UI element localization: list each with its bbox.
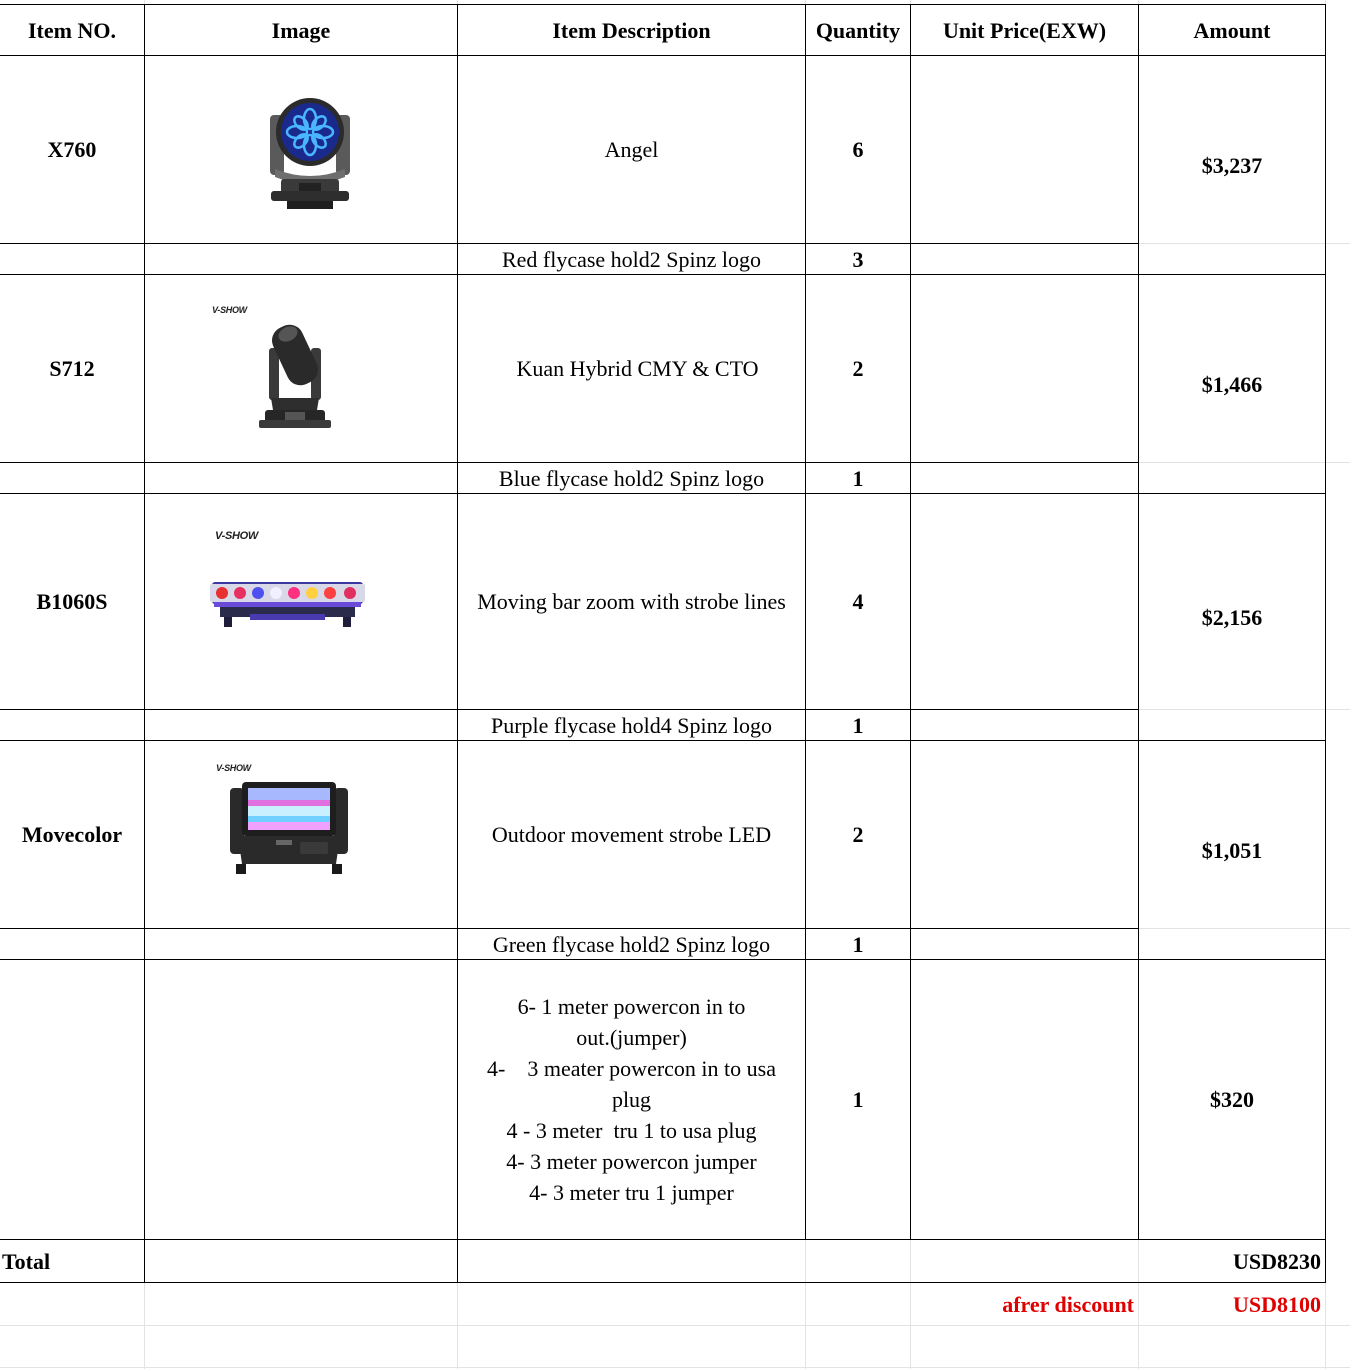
discount-label: afrer discount [1002,1291,1134,1317]
description-cell: Kuan Hybrid CMY & CTO [516,356,759,381]
grid-line [0,1325,1350,1326]
item-no-cell: S712 [49,356,95,381]
cable-line: 4- 3 meter powercon jumper [506,1149,757,1174]
item-no-cell: X760 [47,137,97,162]
brand-logo: V-SHOW [212,305,247,315]
quantity-cell: 4 [852,589,864,614]
description-cell: Moving bar zoom with strobe lines [477,589,786,614]
item-no-cell: Movecolor [21,822,123,847]
cable-line: 4 - 3 meter tru 1 to usa plug [506,1118,757,1143]
case-quantity-cell: 3 [852,246,864,272]
cables-amount-cell: $320 [1210,1087,1254,1112]
item-no-cell: B1060S [36,589,108,614]
header-item-no: Item NO. [28,17,116,43]
brand-logo: V-SHOW [216,763,251,773]
moving-head-wash-icon [265,95,355,213]
case-description-cell: Green flycase hold2 Spinz logo [492,931,771,957]
quantity-cell: 2 [852,356,864,381]
case-quantity-cell: 1 [852,712,864,738]
cable-line: 4- 3 meater powercon in to usa [487,1056,776,1081]
amount-cell: $1,051 [1201,837,1263,863]
cable-line: plug [611,1087,652,1112]
header-amount: Amount [1193,17,1271,43]
case-description-cell: Purple flycase hold4 Spinz logo [490,712,773,738]
moving-head-spot-icon [255,318,335,436]
quantity-cell: 2 [852,822,864,847]
cable-line: 4- 3 meter tru 1 jumper [529,1180,734,1205]
header-description: Item Description [552,17,711,43]
border [910,4,911,1240]
brand-logo: V-SHOW [215,530,259,542]
header-unit-price: Unit Price(EXW) [942,17,1107,43]
case-quantity-cell: 1 [852,465,864,491]
header-image: Image [271,17,331,43]
discount-value: USD8100 [1232,1291,1321,1317]
quantity-cell: 6 [852,137,864,162]
amount-cell: $3,237 [1201,152,1263,178]
border [1325,4,1326,1283]
strobe-panel-icon [226,778,352,878]
cable-line: out.(jumper) [576,1025,687,1050]
amount-cell: $2,156 [1201,604,1263,630]
led-bar-icon [210,578,365,630]
grid-line [0,1367,1350,1368]
cable-line: 6- 1 meter powercon in to [517,994,746,1019]
total-label: Total [2,1248,51,1274]
case-quantity-cell: 1 [852,931,864,957]
description-cell: Outdoor movement strobe LED [491,822,772,847]
border [144,4,145,1283]
header-quantity: Quantity [815,17,901,43]
case-description-cell: Red flycase hold2 Spinz logo [501,246,762,272]
case-description-cell: Blue flycase hold2 Spinz logo [498,465,765,491]
amount-cell: $1,466 [1201,371,1263,397]
cables-quantity-cell: 1 [852,1087,864,1112]
cables-description-cell [458,960,805,1239]
description-cell: Angel [604,137,659,162]
total-value: USD8230 [1232,1248,1321,1274]
